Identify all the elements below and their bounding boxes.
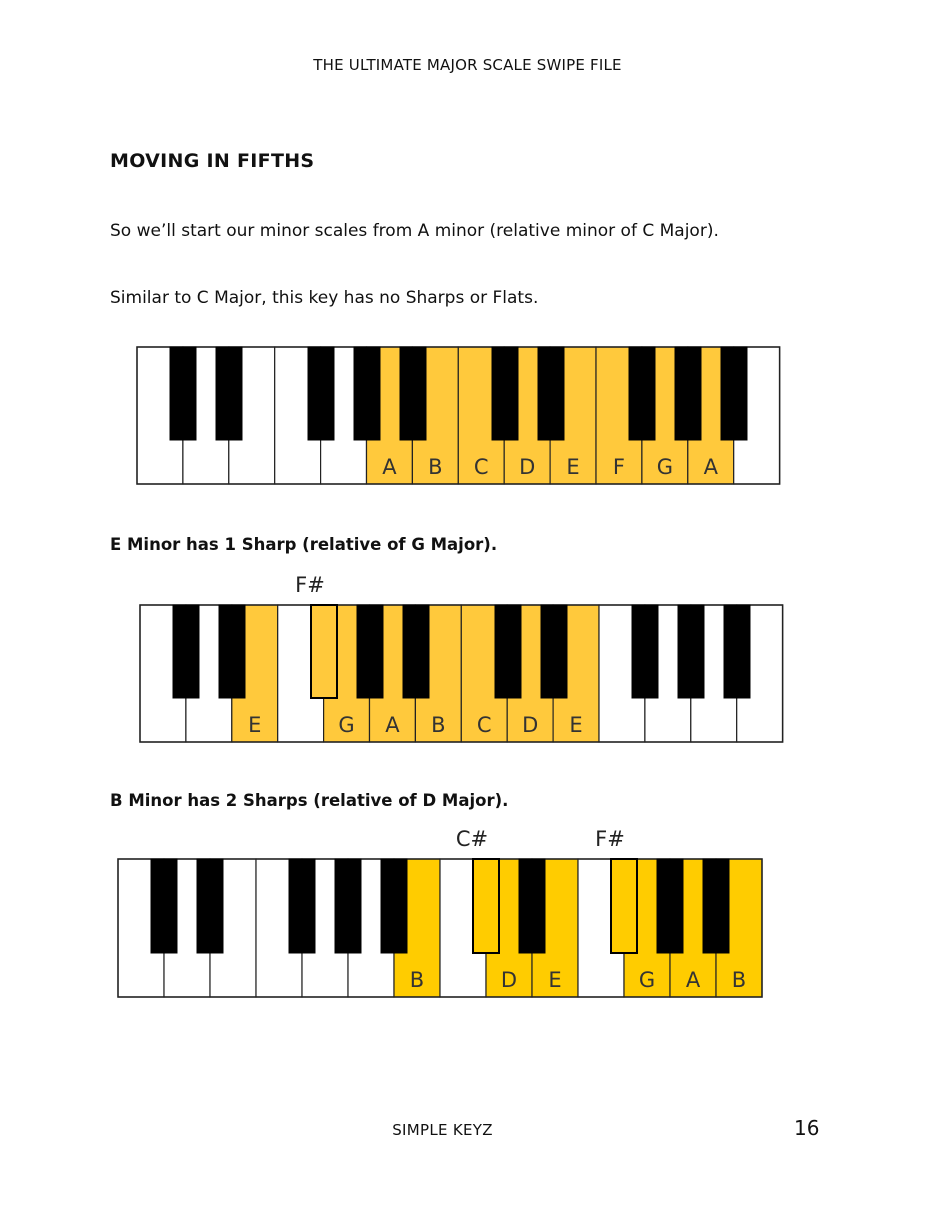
- black-key: [703, 859, 729, 953]
- caption-b-minor: B Minor has 2 Sharps (relative of D Major).: [110, 791, 509, 810]
- note-label: E: [548, 968, 562, 992]
- sharp-label: F#: [595, 827, 625, 851]
- black-key: [400, 347, 426, 440]
- keyboard-b-minor: [118, 827, 762, 997]
- note-label: A: [382, 455, 397, 479]
- black-key: [354, 347, 380, 440]
- sharp-key-highlighted: [473, 859, 499, 953]
- running-header: THE ULTIMATE MAJOR SCALE SWIPE FILE: [313, 56, 622, 74]
- black-key: [216, 347, 242, 440]
- keyboard-b-minor-diagram: [118, 827, 762, 997]
- keyboard-a-minor-diagram: [137, 347, 779, 484]
- black-key: [541, 605, 567, 698]
- keyboard-e-minor-diagram: [140, 573, 782, 742]
- black-key: [403, 605, 429, 698]
- note-label: A: [703, 455, 718, 479]
- black-key: [357, 605, 383, 698]
- black-key: [657, 859, 683, 953]
- black-key: [219, 605, 245, 698]
- sharp-label: F#: [295, 573, 325, 597]
- note-label: G: [338, 713, 355, 737]
- note-label: A: [385, 713, 400, 737]
- black-key: [519, 859, 545, 953]
- caption-e-minor: E Minor has 1 Sharp (relative of G Major).: [110, 535, 498, 554]
- note-label: A: [685, 968, 701, 992]
- note-label: G: [638, 968, 656, 992]
- black-key: [170, 347, 196, 440]
- footer-brand: SIMPLE KEYZ: [392, 1121, 493, 1139]
- black-key: [724, 605, 750, 698]
- note-label: E: [569, 713, 583, 737]
- sharp-key-highlighted: [611, 859, 637, 953]
- keyboard-a-minor: [137, 347, 779, 484]
- note-label: B: [428, 455, 443, 479]
- sharp-label: C#: [455, 827, 489, 851]
- black-key: [289, 859, 315, 953]
- black-key: [381, 859, 407, 953]
- note-label: B: [431, 713, 446, 737]
- black-key: [173, 605, 199, 698]
- note-label: F: [612, 455, 625, 479]
- note-label: G: [656, 455, 673, 479]
- intro-paragraph-1: So we’ll start our minor scales from A minor (relative minor of C Major).: [110, 221, 719, 241]
- black-key: [197, 859, 223, 953]
- note-label: C: [473, 455, 489, 479]
- note-label: B: [731, 968, 747, 992]
- note-label: C: [476, 713, 492, 737]
- intro-paragraph-2: Similar to C Major, this key has no Sharps or Flats.: [110, 288, 539, 308]
- black-key: [151, 859, 177, 953]
- section-title: MOVING IN FIFTHS: [110, 150, 315, 172]
- note-label: B: [409, 968, 425, 992]
- black-key: [678, 605, 704, 698]
- note-label: D: [500, 968, 518, 992]
- black-key: [492, 347, 518, 440]
- page-number: 16: [794, 1116, 820, 1140]
- black-key: [538, 347, 564, 440]
- black-key: [629, 347, 655, 440]
- keyboard-e-minor: [140, 573, 782, 742]
- black-key: [495, 605, 521, 698]
- black-key: [308, 347, 334, 440]
- note-label: D: [522, 713, 539, 737]
- black-key: [632, 605, 658, 698]
- note-label: D: [519, 455, 536, 479]
- black-key: [675, 347, 701, 440]
- note-label: E: [248, 713, 262, 737]
- black-key: [335, 859, 361, 953]
- note-label: E: [566, 455, 580, 479]
- black-key: [721, 347, 747, 440]
- sharp-key-highlighted: [311, 605, 337, 698]
